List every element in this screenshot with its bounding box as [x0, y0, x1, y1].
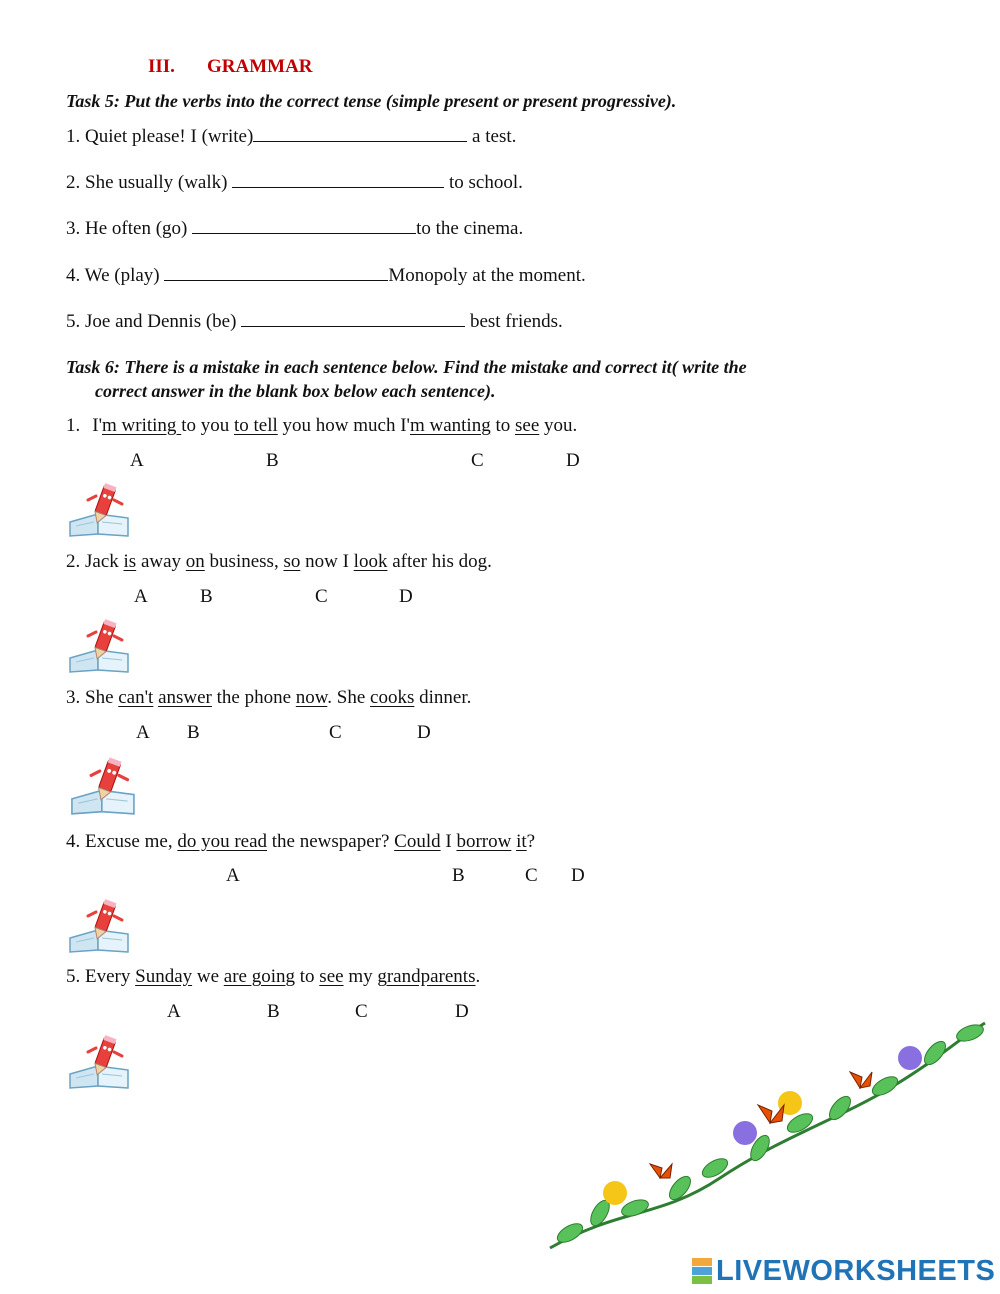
underline-a: is — [123, 551, 137, 572]
pencil-book-icon — [66, 616, 134, 674]
answer-blank-5[interactable] — [241, 310, 465, 327]
answer-blank-1[interactable] — [253, 125, 467, 142]
options-row-4 — [0, 865, 1000, 889]
option-d: D — [417, 722, 431, 743]
task5-instruction: Task 5: Put the verbs into the correct tense (simple present or present progressive). — [66, 91, 677, 111]
task5-item-5: 5. Joe and Dennis (be) best friends. — [66, 311, 563, 332]
options-row-1 — [0, 450, 1000, 474]
task5-item-2: 2. She usually (walk) to school. — [66, 172, 523, 193]
task6-instruction-line2: correct answer in the blank box below each sentence). — [95, 381, 496, 401]
option-c: C — [525, 865, 538, 886]
underline-d: grandparents — [377, 966, 476, 987]
underline-d: cooks — [370, 687, 415, 708]
pencil-book-icon — [66, 896, 134, 954]
option-c: C — [355, 1001, 368, 1022]
options-row-3 — [0, 722, 1000, 746]
option-c: C — [329, 722, 342, 743]
underline-c: m wanting — [409, 415, 491, 436]
task5-item-1: 1. Quiet please! I (write) a test. — [66, 126, 517, 147]
underline-b: are going — [223, 966, 296, 987]
underline-c: borrow — [456, 831, 512, 852]
flower-vine-decoration — [540, 1008, 990, 1258]
option-c: C — [471, 450, 484, 471]
option-d: D — [399, 586, 413, 607]
section-title: GRAMMAR — [207, 56, 313, 77]
option-b: B — [266, 450, 279, 471]
answer-blank-2[interactable] — [232, 171, 444, 188]
pencil-book-icon — [66, 480, 134, 538]
underline-d: look — [353, 551, 388, 572]
underline-a: do you read — [177, 831, 268, 852]
underline-b: Could — [394, 831, 441, 852]
options-row-2 — [0, 586, 1000, 610]
option-a: A — [134, 586, 148, 607]
option-d: D — [571, 865, 585, 886]
task6-instruction-line1: Task 6: There is a mistake in each sentence below. Find the mistake and correct it( write the — [66, 357, 747, 377]
underline-c: see — [319, 966, 344, 987]
liveworksheets-logo-icon — [692, 1258, 712, 1284]
option-b: B — [452, 865, 465, 886]
underline-d: it — [516, 831, 527, 852]
section-number: III. — [148, 56, 175, 77]
task5-item-4: 4. We (play) Monopoly at the moment. — [66, 265, 586, 286]
underline-b: on — [185, 551, 205, 572]
task6-sentence-1: 1. I'm writing to you to tell you how much I'm wanting to see you. — [66, 415, 578, 436]
underline-d: see — [515, 415, 540, 436]
task6-sentence-4: 4. Excuse me, do you read the newspaper? Could I borrow it? — [66, 831, 536, 852]
option-b: B — [200, 586, 213, 607]
option-b: B — [187, 722, 200, 743]
option-b: B — [267, 1001, 280, 1022]
task6-sentence-3: 3. She can't answer the phone now. She cooks dinner. — [66, 687, 472, 708]
underline-c: now — [295, 687, 328, 708]
underline-c: so — [283, 551, 301, 572]
liveworksheets-brand: LIVEWORKSHEETS — [716, 1255, 996, 1287]
underline-a: Sunday — [135, 966, 193, 987]
underline-a: can't — [118, 687, 154, 708]
underline-b: to tell — [233, 415, 278, 436]
option-c: C — [315, 586, 328, 607]
underline-b: answer — [158, 687, 212, 708]
option-d: D — [455, 1001, 469, 1022]
answer-blank-3[interactable] — [192, 217, 416, 234]
option-a: A — [226, 865, 240, 886]
answer-blank-4[interactable] — [164, 264, 388, 281]
task5-item-3: 3. He often (go) to the cinema. — [66, 218, 524, 239]
pencil-book-icon — [66, 754, 142, 816]
option-a: A — [136, 722, 150, 743]
option-a: A — [130, 450, 144, 471]
task6-sentence-2: 2. Jack is away on business, so now I look after his dog. — [66, 551, 492, 572]
pencil-book-icon — [66, 1032, 134, 1090]
option-d: D — [566, 450, 580, 471]
option-a: A — [167, 1001, 181, 1022]
task6-sentence-5: 5. Every Sunday we are going to see my grandparents. — [66, 966, 481, 987]
underline-a: m writing — [102, 415, 182, 436]
